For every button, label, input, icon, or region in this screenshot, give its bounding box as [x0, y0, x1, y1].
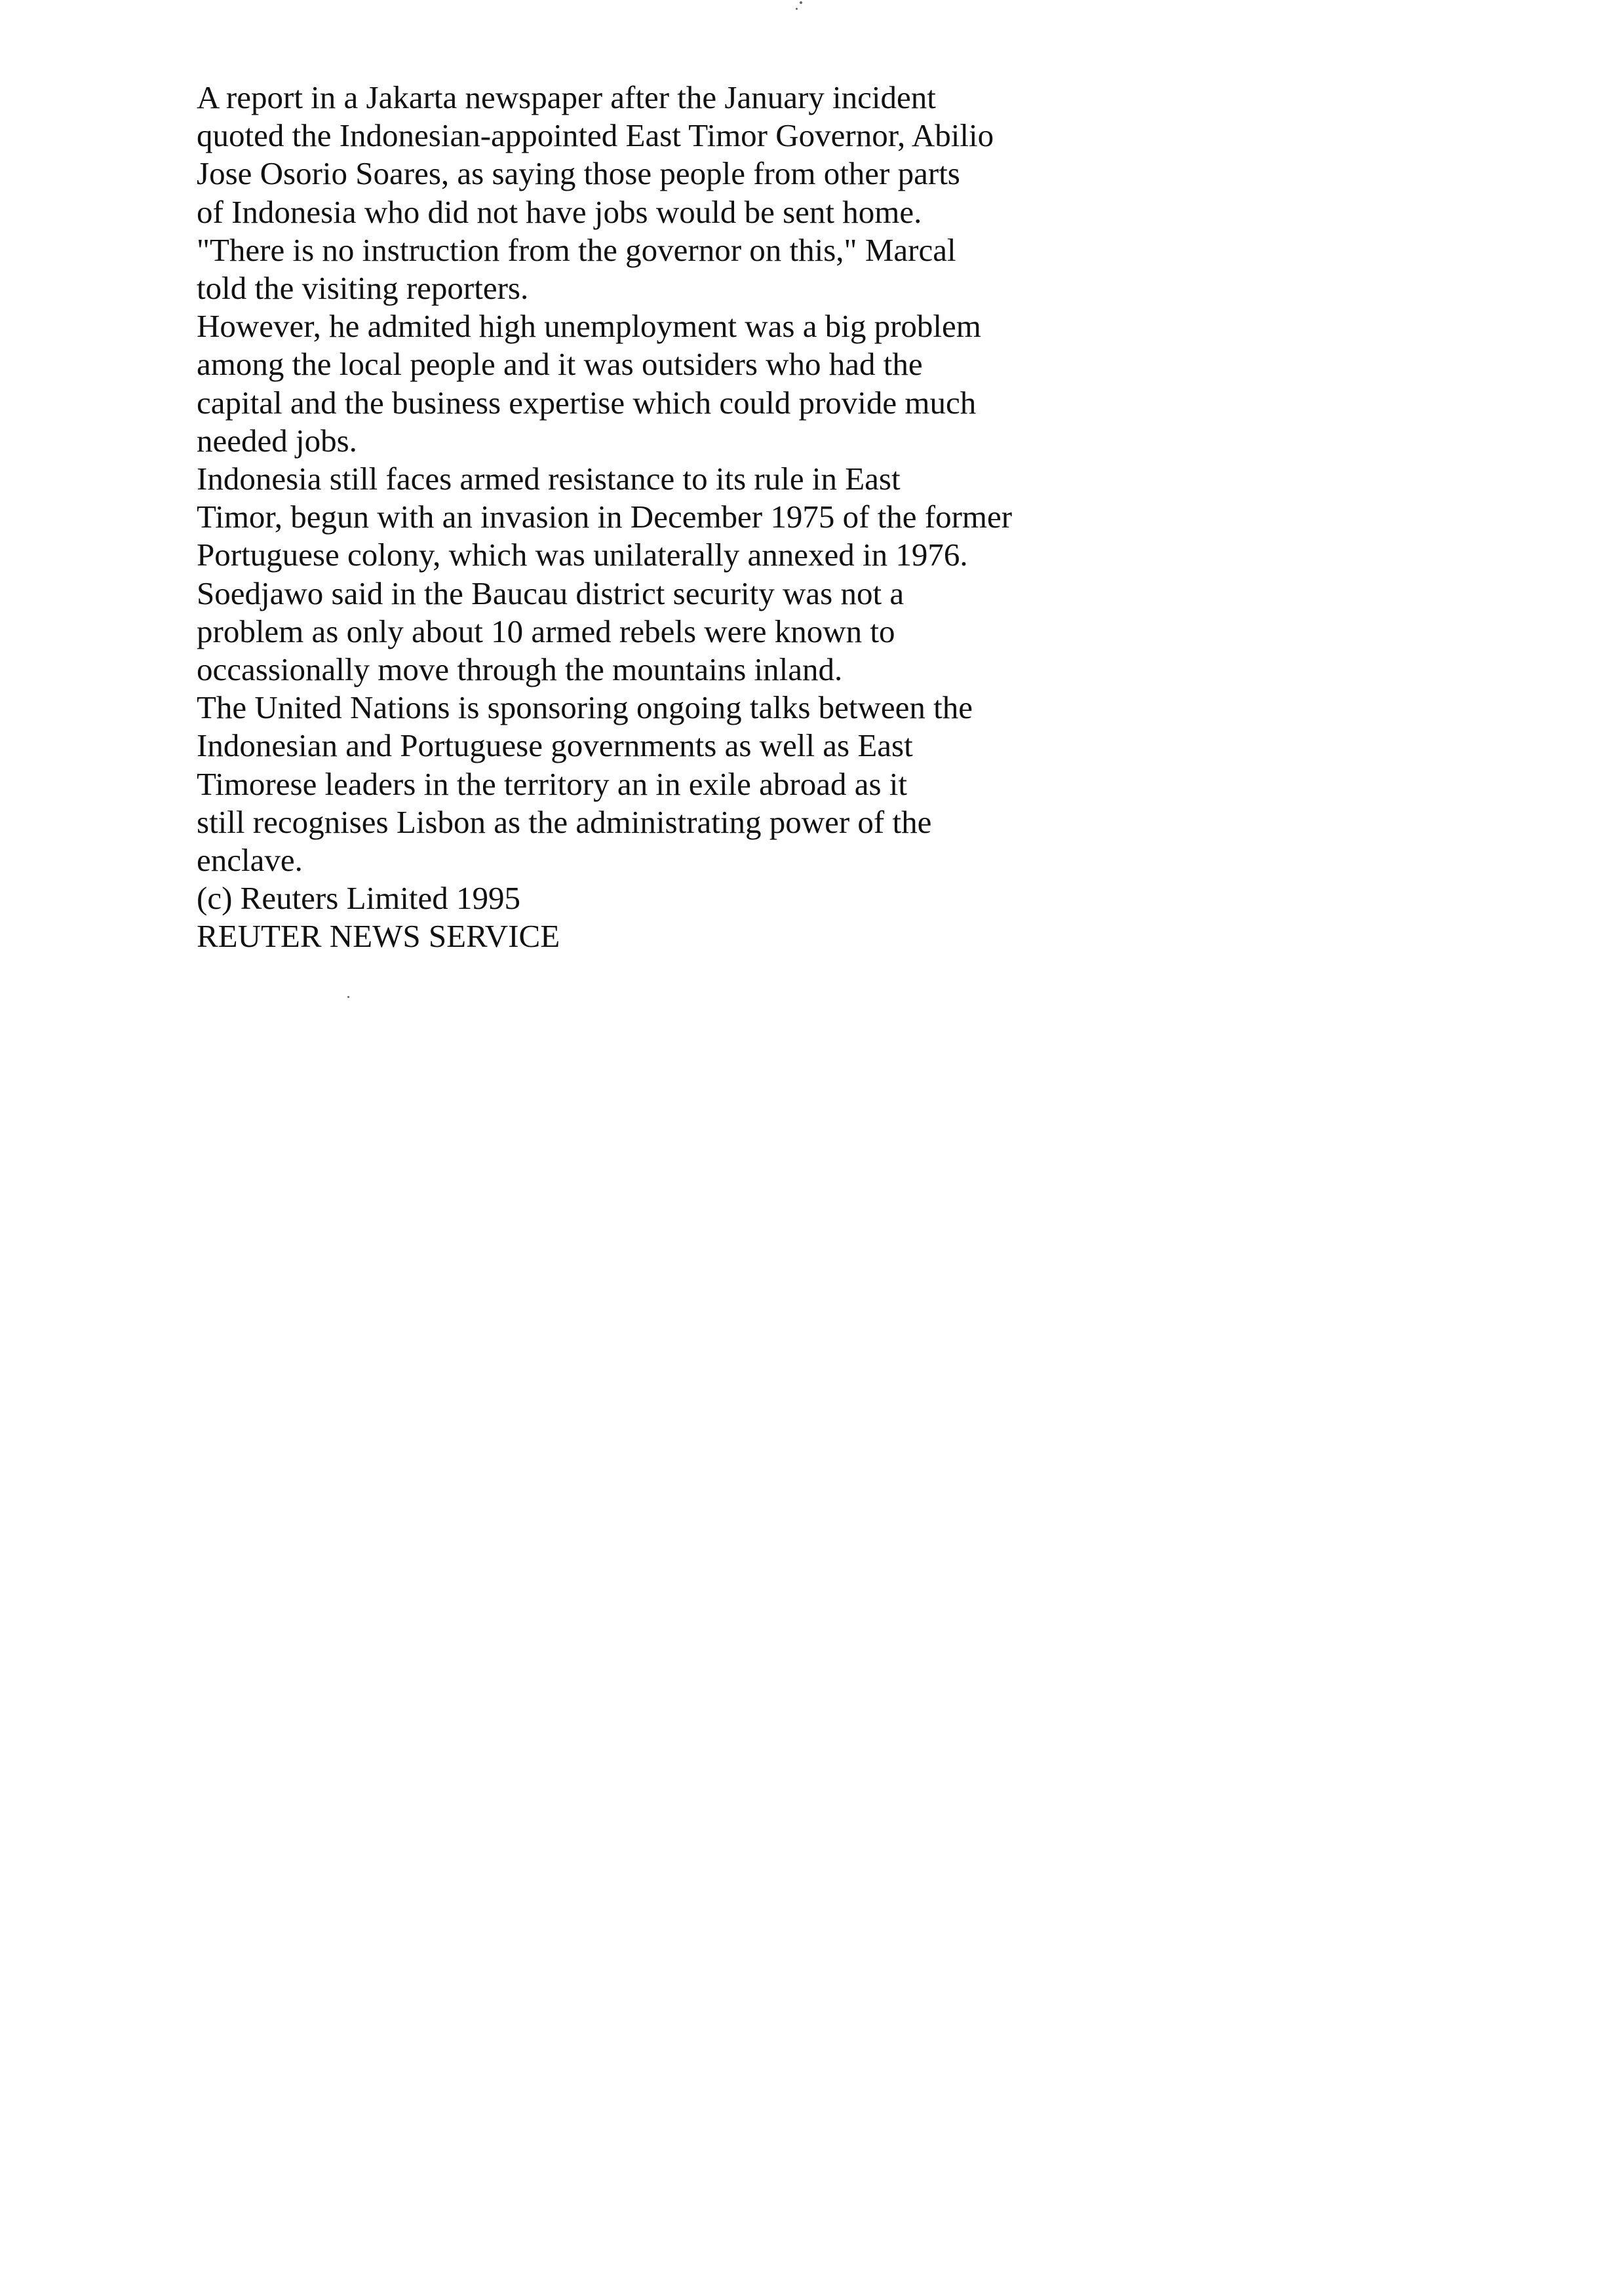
scan-speck: [796, 8, 798, 10]
article-line: The United Nations is sponsoring ongoing talks between the: [197, 689, 973, 726]
article-line: However, he admited high unemployment was a big problem: [197, 308, 981, 345]
article-line: occassionally move through the mountains inland.: [197, 651, 843, 688]
article-line: needed jobs.: [197, 422, 357, 459]
scan-speck: [800, 1, 802, 4]
article-line: problem as only about 10 armed rebels were known to: [197, 613, 895, 649]
article-line: Timorese leaders in the territory an in exile abroad as it: [197, 765, 908, 802]
scan-speck: [347, 996, 349, 998]
article-line: Timor, begun with an invasion in December 1975 of the former: [197, 499, 1013, 535]
article-line: A report in a Jakarta newspaper after the January incident: [197, 79, 936, 115]
article-line: of Indonesia who did not have jobs would be sent home.: [197, 193, 922, 230]
article-line: quoted the Indonesian-appointed East Timor Governor, Abilio: [197, 117, 994, 154]
news-service-line: REUTER NEWS SERVICE: [197, 918, 560, 955]
article-line: Soedjawo said in the Baucau district security was not a: [197, 575, 905, 611]
copyright-line: (c) Reuters Limited 1995: [197, 880, 520, 917]
article-line: told the visiting reporters.: [197, 270, 529, 307]
article-line: Indonesia still faces armed resistance to its rule in East: [197, 461, 901, 497]
article-line: Jose Osorio Soares, as saying those people from other parts: [197, 155, 960, 192]
article-line: Portuguese colony, which was unilaterally annexed in 1976.: [197, 537, 968, 573]
article-line: enclave.: [197, 842, 303, 879]
article-line: "There is no instruction from the governor on this," Marcal: [197, 231, 956, 268]
article-line: among the local people and it was outsiders who had the: [197, 346, 923, 383]
article-line: still recognises Lisbon as the administrating power of the: [197, 803, 932, 840]
article-body: [197, 79, 1127, 956]
article-line: capital and the business expertise which could provide much: [197, 384, 977, 421]
article-line: Indonesian and Portuguese governments as well as East: [197, 727, 913, 764]
